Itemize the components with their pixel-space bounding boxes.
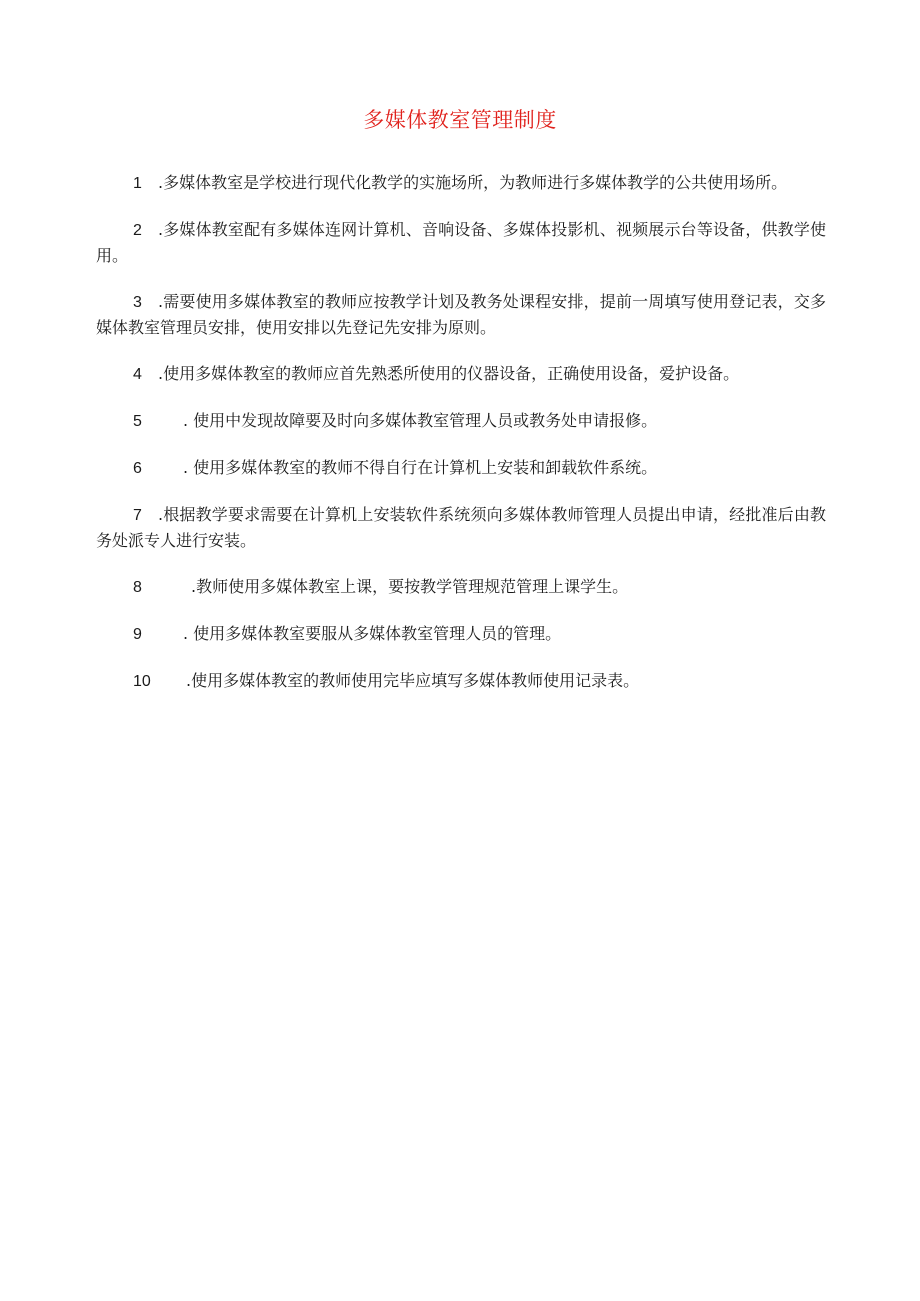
document-title: 多媒体教室管理制度 — [363, 108, 557, 132]
rule-number: 2 — [133, 222, 142, 239]
rule-text: . 使用中发现故障要及时向多媒体教室管理人员或教务处申请报修。 — [183, 411, 658, 430]
rule-text: .教师使用多媒体教室上课，要按教学管理规范管理上课学生。 — [191, 577, 629, 596]
rule-text: .多媒体教室配有多媒体连网计算机、音响设备、多媒体投影机、视频展示台等设备，供教学使用。 — [96, 220, 826, 265]
rule-number: 7 — [133, 507, 142, 524]
rule-text: .多媒体教室是学校进行现代化教学的实施场所，为教师进行多媒体教学的公共使用场所。 — [158, 173, 788, 192]
rule-number: 8 — [133, 579, 142, 596]
rules-list — [96, 170, 826, 715]
rule-item-10 — [96, 668, 826, 694]
rule-number: 9 — [133, 626, 142, 643]
rule-item-4 — [96, 361, 826, 387]
rule-item-9 — [96, 621, 826, 647]
rule-text: .根据教学要求需要在计算机上安装软件系统须向多媒体教师管理人员提出申请，经批准后由教务处派专人进行安装。 — [96, 505, 826, 550]
rule-item-2 — [96, 217, 826, 268]
rule-item-7 — [96, 502, 826, 553]
rule-text: .使用多媒体教室的教师使用完毕应填写多媒体教师使用记录表。 — [186, 671, 640, 690]
rule-item-6 — [96, 455, 826, 481]
rule-item-1 — [96, 170, 826, 196]
rule-text: . 使用多媒体教室要服从多媒体教室管理人员的管理。 — [183, 624, 562, 643]
rule-item-5 — [96, 408, 826, 434]
rule-text: .使用多媒体教室的教师应首先熟悉所使用的仪器设备，正确使用设备，爱护设备。 — [158, 364, 740, 383]
rule-item-3 — [96, 289, 826, 340]
rule-text: .需要使用多媒体教室的教师应按教学计划及教务处课程安排，提前一周填写使用登记表，交多媒体教室管理员安排，使用安排以先登记先安排为原则。 — [96, 292, 826, 337]
rule-number: 3 — [133, 294, 142, 311]
rule-number: 4 — [133, 366, 142, 383]
rule-number: 1 — [133, 175, 142, 192]
rule-number: 10 — [133, 673, 151, 690]
rule-text: . 使用多媒体教室的教师不得自行在计算机上安装和卸载软件系统。 — [183, 458, 658, 477]
rule-number: 5 — [133, 413, 142, 430]
rule-number: 6 — [133, 460, 142, 477]
rule-item-8 — [96, 574, 826, 600]
